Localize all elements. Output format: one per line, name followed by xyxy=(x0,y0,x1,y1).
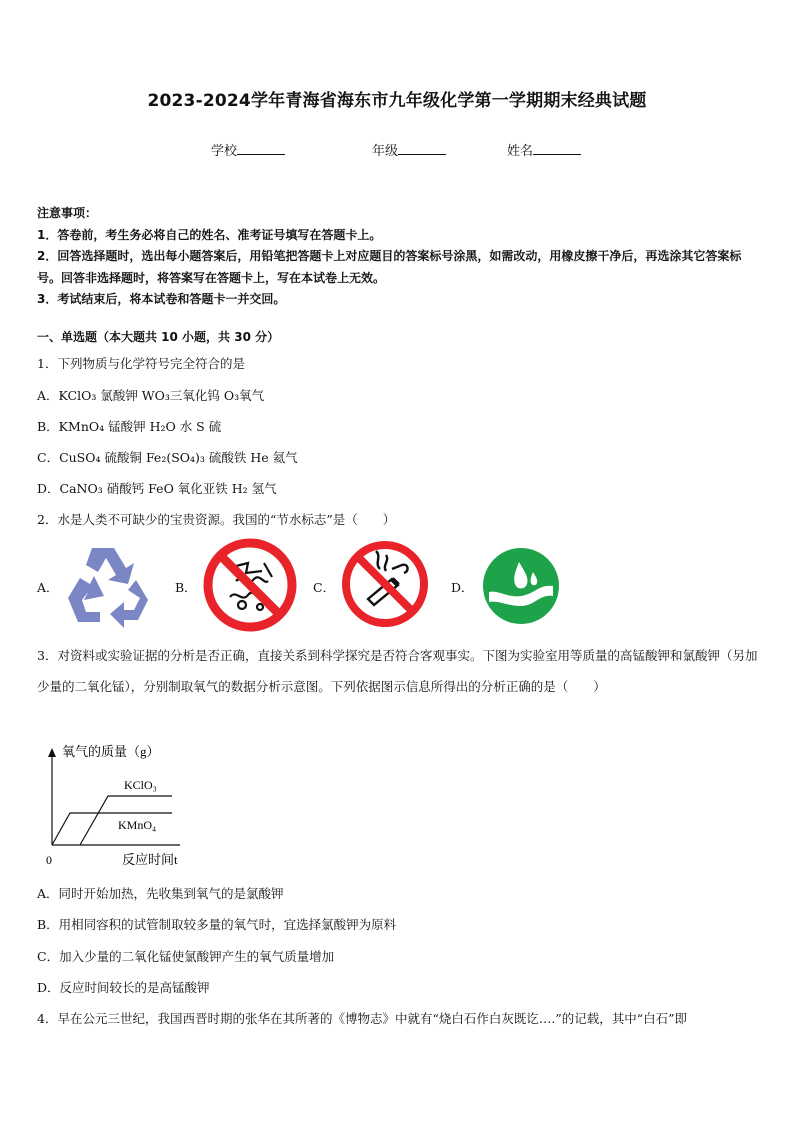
x-axis-label: 反应时间t xyxy=(122,852,178,867)
water-saving-icon[interactable] xyxy=(481,546,561,626)
q2-stem: 2．水是人类不可缺少的宝贵资源。我国的“节水标志”是（ ） xyxy=(37,512,396,527)
q3-option-d[interactable]: D．反应时间较长的是高锰酸钾 xyxy=(37,980,210,995)
q1-option-a[interactable]: A．KClO₃ 氯酸钾 WO₃三氧化钨 O₃氧气 xyxy=(37,388,265,403)
notes xyxy=(37,203,759,311)
oxygen-mass-chart xyxy=(40,740,200,870)
q1-option-c[interactable]: C．CuSO₄ 硫酸铜 Fe₂(SO₄)₃ 硫酸铁 He 氦气 xyxy=(37,450,298,465)
y-axis-arrow xyxy=(48,748,56,757)
q2-label-d: D． xyxy=(451,580,474,595)
notes-heading: 注意事项： xyxy=(37,206,98,220)
q2-label-c: C． xyxy=(313,580,336,595)
school-label: 学校 xyxy=(211,144,238,159)
q3-option-b[interactable]: B．用相同容积的试管制取较多量的氧气时，宜选择氯酸钾为原料 xyxy=(37,917,397,932)
q3-option-c[interactable]: C．加入少量的二氧化锰使氯酸钾产生的氧气质量增加 xyxy=(37,949,335,964)
no-littering-icon[interactable] xyxy=(202,537,298,633)
school-field[interactable] xyxy=(211,140,285,159)
recycle-icon[interactable] xyxy=(62,540,158,628)
q2-label-b: B． xyxy=(175,580,197,595)
section-heading: 一、单选题（本大题共 10 小题，共 30 分） xyxy=(37,330,280,344)
q1-stem: 1．下列物质与化学符号完全符合的是 xyxy=(37,356,245,371)
note-item: 3．考试结束后，将本试卷和答题卡一并交回。 xyxy=(37,292,286,306)
series-label-kclo3: KClO₃ xyxy=(124,778,157,792)
origin-label: 0 xyxy=(46,853,52,867)
name-blank[interactable] xyxy=(533,142,581,155)
q1-option-b[interactable]: B．KMnO₄ 锰酸钾 H₂O 水 S 硫 xyxy=(37,419,222,434)
page-title: 2023-2024学年青海省海东市九年级化学第一学期期末经典试题 xyxy=(147,91,647,111)
series-label-kmno4: KMnO₄ xyxy=(118,818,157,832)
y-axis-label: 氧气的质量（g） xyxy=(62,744,160,759)
name-label: 姓名 xyxy=(507,144,534,159)
grade-blank[interactable] xyxy=(398,142,446,155)
q4-stem: 4．早在公元三世纪，我国西晋时期的张华在其所著的《博物志》中就有“烧白石作白灰既讫….”的记载，其中“白石”即 xyxy=(37,1011,687,1026)
grade-field[interactable] xyxy=(372,140,446,159)
name-field[interactable] xyxy=(507,140,581,159)
q3-option-a[interactable]: A．同时开始加热，先收集到氧气的是氯酸钾 xyxy=(37,886,284,901)
note-item: 1．答卷前，考生务必将自己的姓名、准考证号填写在答题卡上。 xyxy=(37,227,382,242)
grade-label: 年级 xyxy=(372,144,399,159)
q3-stem: 3．对资料或实验证据的分析是否正确，直接关系到科学探究是否符合客观事实。下图为实验室用等质量的高锰酸钾和氯酸钾（另加少量的二氧化锰），分别制取氧气的数据分析示意图。下列依据图示信息所得出的分析正确的是（ ） xyxy=(37,648,758,694)
q1-option-d[interactable]: D．CaNO₃ 硝酸钙 FeO 氧化亚铁 H₂ 氢气 xyxy=(37,481,277,496)
no-smoking-icon[interactable] xyxy=(340,539,430,629)
school-blank[interactable] xyxy=(237,142,285,155)
q2-label-a: A． xyxy=(37,580,59,595)
note-item: 2．回答选择题时，选出每小题答案后，用铅笔把答题卡上对应题目的答案标号涂黑，如需改动，用橡皮擦干净后，再选涂其它答案标号。回答非选择题时，将答案写在答题卡上，写在本试卷上无效。 xyxy=(37,249,742,285)
